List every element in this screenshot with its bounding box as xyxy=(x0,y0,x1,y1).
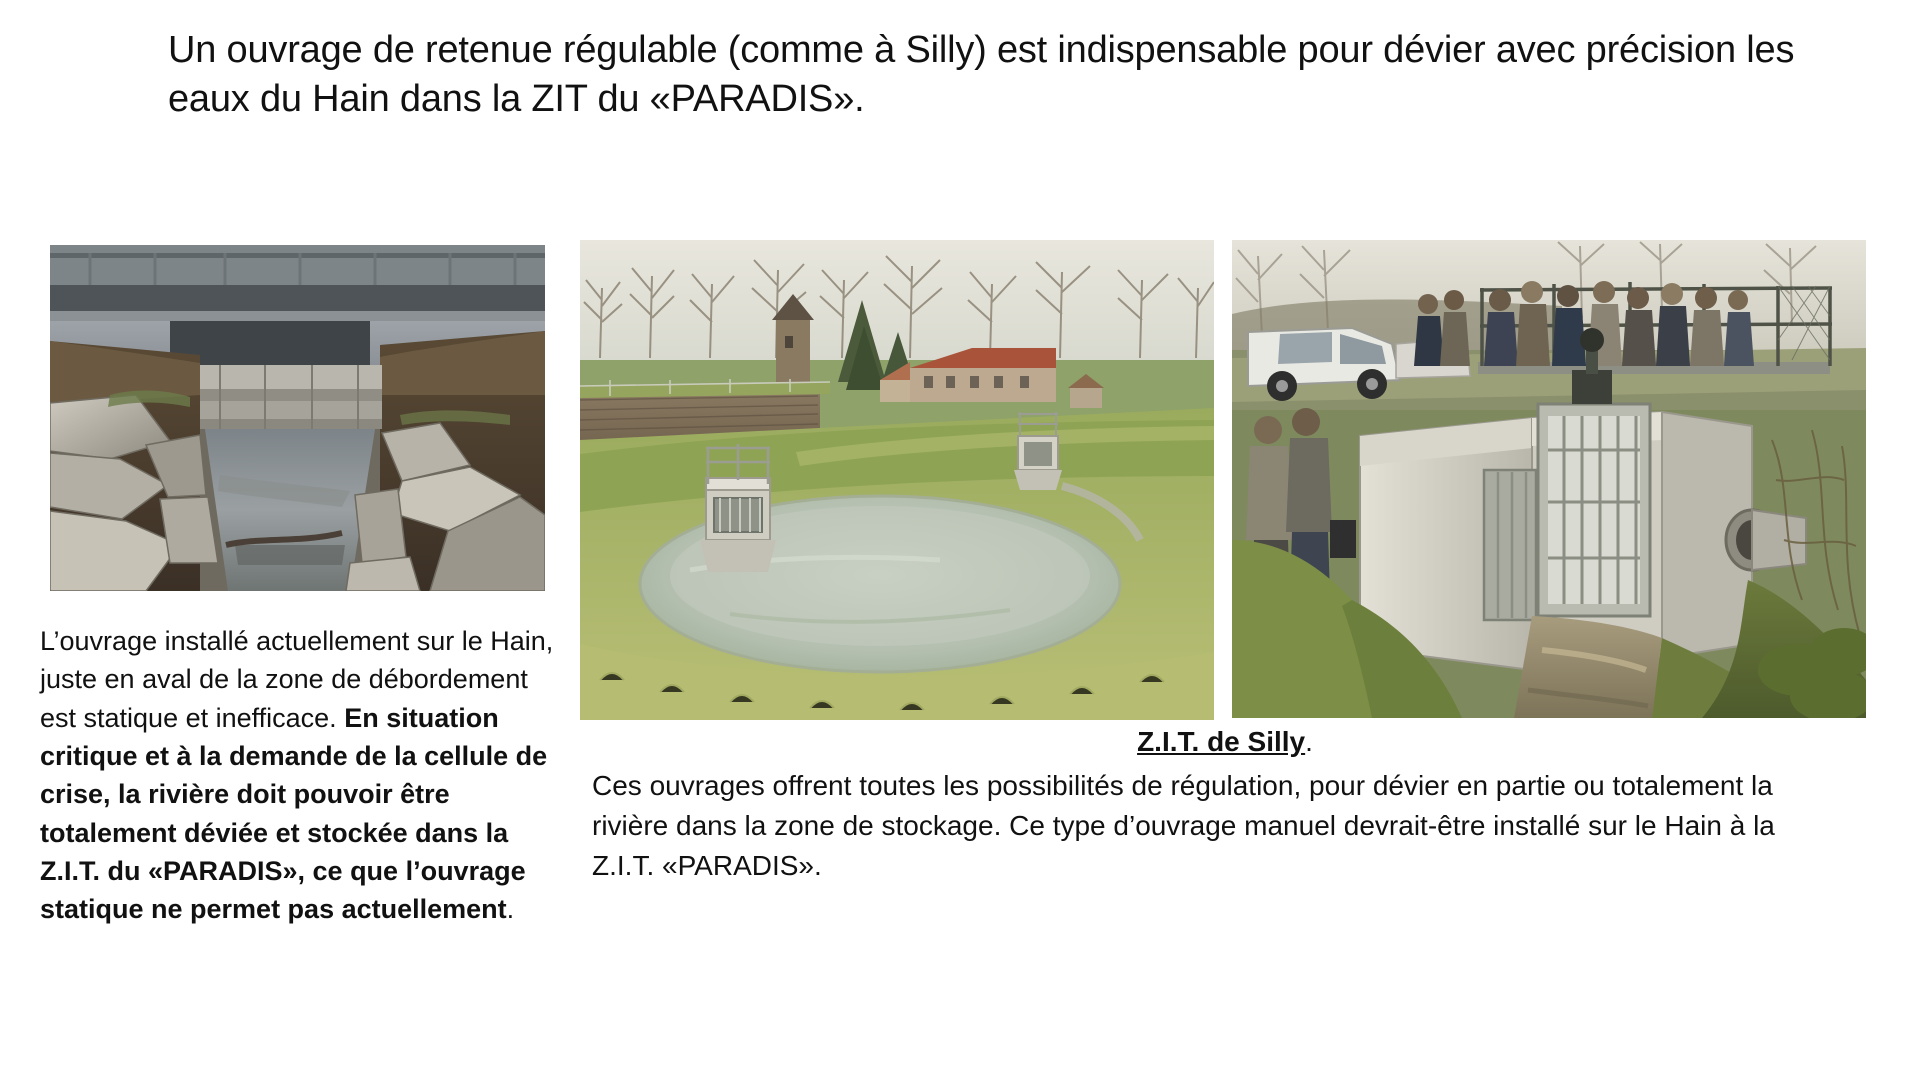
left-caption-text-bold: En situation critique et à la demande de la cellule de crise, la rivière doit pouvoir être totalement déviée et stockée dans la Z.I.T. du «PARADIS», ce que l’ouvrage statique ne permet pas actuellement xyxy=(40,702,548,925)
right-photo-art xyxy=(1232,240,1866,718)
zit-label xyxy=(580,726,1870,758)
photo-zit-de-silly-bassin xyxy=(580,240,1214,720)
left-caption-text-1: L’ouvrage installé actuellement sur le Hain, juste en aval de la zone de débordement est statique et inefficace. xyxy=(40,626,554,733)
left-photo-caption xyxy=(40,622,570,929)
photo-ouvrage-statique-hain xyxy=(50,245,545,591)
left-caption-text-2: . xyxy=(506,894,515,925)
photo-ouvrage-regulable-vannes xyxy=(1232,240,1866,718)
page-title: Un ouvrage de retenue régulable (comme à Silly) est indispensable pour dévier avec précision les eaux du Hain dans la ZIT du «PARADIS». xyxy=(168,29,1795,120)
zit-label-suffix: . xyxy=(1305,726,1313,757)
left-photo-art xyxy=(50,245,545,591)
middle-photo-art xyxy=(580,240,1214,720)
zit-label-underlined: Z.I.T. de Silly xyxy=(1137,726,1306,757)
bottom-caption: Ces ouvrages offrent toutes les possibilités de régulation, pour dévier en partie ou totalement la rivière dans la zone de stockage. Ce type d’ouvrage manuel devrait-être installé sur le Hain à la Z.I.T. «PARADIS». xyxy=(592,770,1775,881)
